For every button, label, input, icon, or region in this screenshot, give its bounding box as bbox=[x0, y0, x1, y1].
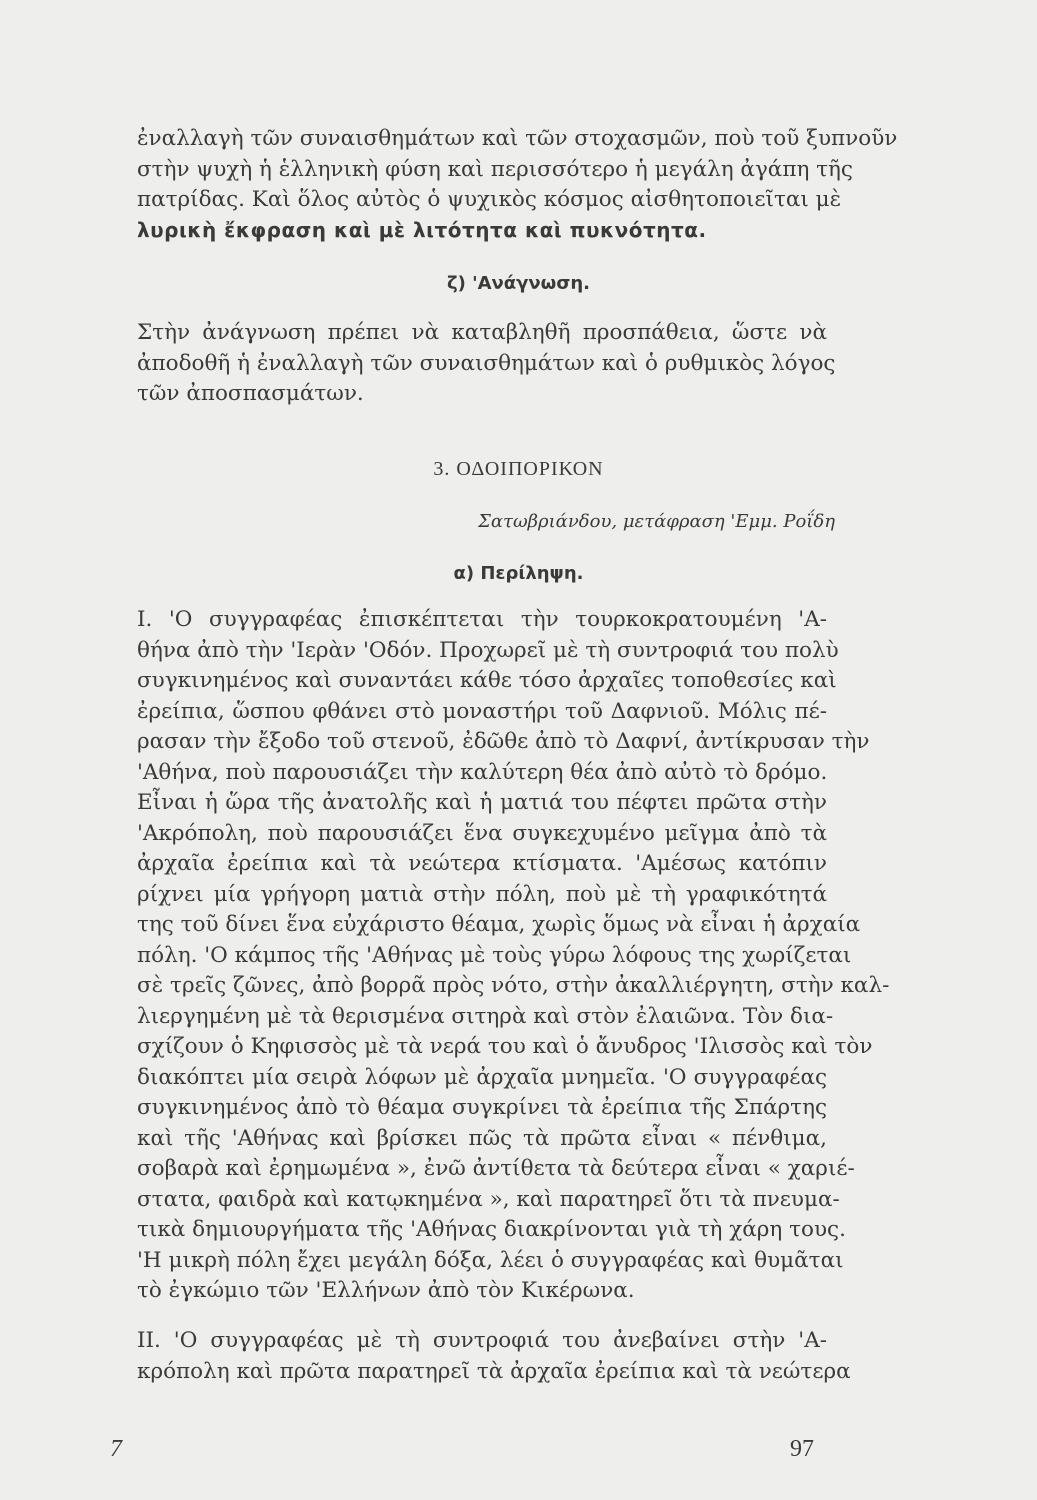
section-z-line-1 bbox=[137, 318, 827, 348]
chapter-attribution: Σατωβριάνδου, μετάφραση 'Εμμ. Ροΐδη bbox=[478, 511, 835, 532]
para1-line-18: καὶ τῆς 'Αθήνας καὶ βρίσκει πῶς τὰ πρῶτα εἶναι « πένθιμα, bbox=[137, 1126, 827, 1151]
para1-line-15: σχίζουν ὁ Κηφισσὸς μὲ τὰ νερά του καὶ ὁ ἄνυδρος 'Ιλισσὸς καὶ τὸν bbox=[137, 1034, 873, 1059]
section-z-heading: ζ) 'Ανάγνωση. bbox=[446, 273, 591, 294]
para1-line-23: τὸ ἐγκώμιο τῶν 'Ελλήνων ἀπὸ τὸν Κικέρωνα. bbox=[137, 1278, 635, 1303]
section-a-heading: α) Περίληψη. bbox=[453, 563, 584, 584]
para1-line-9: ἀρχαῖα ἐρείπια καὶ τὰ νεώτερα κτίσματα. 'Αμέσως κατόπιν bbox=[137, 851, 827, 876]
intro-line-1: ἐναλλαγὴ τῶν συναισθημάτων καὶ τῶν στοχασμῶν, ποὺ τοῦ ξυπνοῦν bbox=[137, 126, 898, 151]
para2-line-1: II. 'Ο συγγραφέας μὲ τὴ συντροφιά του ἀνεβαίνει στὴν 'Α- bbox=[137, 1328, 827, 1353]
para1-line-11: της τοῦ δίνει ἕνα εὐχάριστο θέαμα, χωρὶς ὅμως νὰ εἶναι ἡ ἀρχαία bbox=[137, 912, 861, 937]
para1-line-22: 'Η μικρὴ πόλη ἔχει μεγάλη δόξα, λέει ὁ συγγραφέας καὶ θυμᾶται bbox=[137, 1248, 844, 1273]
para1-line-16: διακόπτει μία σειρὰ λόφων μὲ ἀρχαῖα μνημεῖα. 'Ο συγγραφέας bbox=[137, 1065, 827, 1090]
para2-line-2: κρόπολη καὶ πρῶτα παρατηρεῖ τὰ ἀρχαῖα ἐρείπια καὶ τὰ νεώτερα bbox=[137, 1359, 851, 1384]
para1-line-2: θήνα ἀπὸ τὴν 'Ιερὰν 'Οδόν. Προχωρεῖ μὲ τὴ συντροφιά του πολὺ bbox=[137, 638, 839, 663]
section-z-line-1-text: Στὴν ἀνάγνωση πρέπει νὰ καταβληθῆ προσπάθεια, ὥστε νὰ bbox=[137, 320, 827, 345]
para1-line-7: Εἶναι ἡ ὥρα τῆς ἀνατολῆς καὶ ἡ ματιά του πέφτει πρῶτα στὴν bbox=[137, 790, 827, 815]
signature-mark: 7 bbox=[110, 1436, 122, 1462]
para1-line-4: ἐρείπια, ὥσπου φθάνει στὸ μοναστήρι τοῦ Δαφνιοῦ. Μόλις πέ- bbox=[137, 699, 827, 724]
intro-bold-line: λυρικὴ ἔκφραση καὶ μὲ λιτότητα καὶ πυκνότητα. bbox=[137, 218, 707, 242]
para1-line-19: σοβαρὰ καὶ ἐρημωμένα », ἐνῶ ἀντίθετα τὰ δεύτερα εἶναι « χαριέ- bbox=[137, 1156, 855, 1181]
section-z-line-2: ἀποδοθῆ ἡ ἐναλλαγὴ τῶν συναισθημάτων καὶ ὁ ρυθμικὸς λόγος bbox=[137, 351, 836, 376]
para1-line-17: συγκινημένος ἀπὸ τὸ θέαμα συγκρίνει τὰ ἐρείπια τῆς Σπάρτης bbox=[137, 1095, 827, 1120]
para1-line-21: τικὰ δημιουργήματα τῆς 'Αθήνας διακρίνονται γιὰ τὴ χάρη τους. bbox=[137, 1217, 846, 1242]
para1-line-12: πόλη. 'Ο κάμπος τῆς 'Αθήνας μὲ τοὺς γύρω λόφους της χωρίζεται bbox=[137, 943, 852, 968]
para1-line-1: I. 'Ο συγγραφέας ἐπισκέπτεται τὴν τουρκοκρατουμένη 'Α- bbox=[137, 607, 827, 632]
para1-line-14: λιεργημένη μὲ τὰ θερισμένα σιτηρὰ καὶ στὸν ἐλαιῶνα. Τὸν δια- bbox=[137, 1004, 834, 1029]
intro-line-2: στὴν ψυχὴ ἡ ἑλληνικὴ φύση καὶ περισσότερο ἡ μεγάλη ἀγάπη τῆς bbox=[137, 157, 853, 182]
para1-line-20: στατα, φαιδρὰ καὶ κατῳκημένα », καὶ παρατηρεῖ ὅτι τὰ πνευμα- bbox=[137, 1187, 840, 1212]
para1-line-8: 'Ακρόπολη, ποὺ παρουσιάζει ἕνα συγκεχυμένο μεῖγμα ἀπὸ τὰ bbox=[137, 821, 827, 846]
section-z-line-3: τῶν ἀποσπασμάτων. bbox=[137, 381, 364, 406]
page-number: 97 bbox=[790, 1436, 814, 1462]
para1-line-10: ρίχνει μία γρήγορη ματιὰ στὴν πόλη, ποὺ μὲ τὴ γραφικότητά bbox=[137, 882, 827, 907]
chapter-title: 3. ΟΔΟΙΠΟΡΙΚΟΝ bbox=[433, 458, 604, 480]
para1-line-6: 'Αθήνα, ποὺ παρουσιάζει τὴν καλύτερη θέα ἀπὸ αὐτὸ τὸ δρόμο. bbox=[137, 760, 828, 785]
para1-line-13: σὲ τρεῖς ζῶνες, ἀπὸ βορρᾶ πρὸς νότο, στὴν ἀκαλλιέργητη, στὴν καλ- bbox=[137, 973, 890, 998]
intro-line-3: πατρίδας. Καὶ ὅλος αὐτὸς ὁ ψυχικὸς κόσμος αἰσθητοποιεῖται μὲ bbox=[137, 187, 842, 212]
para1-line-5: ρασαν τὴν ἔξοδο τοῦ στενοῦ, ἐδῶθε ἀπὸ τὸ Δαφνί, ἀντίκρυσαν τὴν bbox=[137, 729, 870, 754]
para1-line-3: συγκινημένος καὶ συναντάει κάθε τόσο ἀρχαῖες τοποθεσίες καὶ bbox=[137, 668, 837, 693]
